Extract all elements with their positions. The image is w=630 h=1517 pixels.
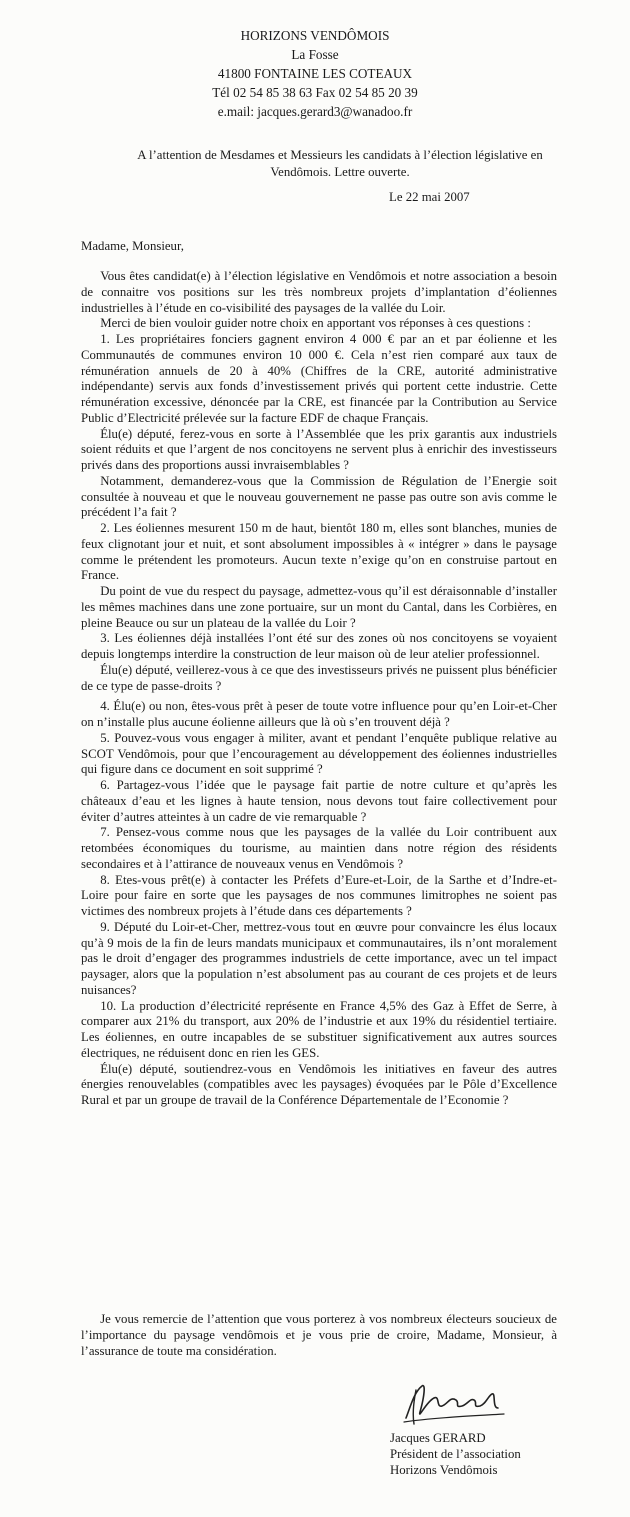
email: e.mail: jacques.gerard3@wanadoo.fr [217, 104, 413, 119]
paragraph: 3. Les éoliennes déjà installées l’ont été sur des zones où nos concitoyens se voyaient depuis longtemps interdire la construction de leur maison où de leur atelier professionnel. [81, 631, 557, 661]
paragraph: 1. Les propriétaires fonciers gagnent environ 4 000 € par an et par éolienne et les Communautés de communes environ 10 000 €. Cela n’est rien comparé aux taux de rémunération annuels de 20 à 40% (Chiffres de la CRE, autorité administrative indépendante) servis aux fonds d’investissement privés qui portent cette industrie. Cette rémunération excessive, dénoncée par la CRE, est financée par la Contribution au Service Public d’Electricité prélevée sur la facture EDF de chaque Français. [81, 332, 557, 425]
letterhead [0, 26, 630, 121]
paragraph: Notamment, demanderez-vous que la Commission de Régulation de l’Energie soit consultée à nouveau et que le nouveau gouvernement ne passe pas outre son avis comme le précédent l’a fait ? [81, 473, 557, 520]
paragraph: 7. Pensez-vous comme nous que les paysages de la vallée du Loir contribuent aux retombées économiques du tourisme, au maintien dans notre région des résidents secondaires et à l’attirance de nouveaux venus en Vendômois ? [81, 825, 557, 871]
paragraph: Élu(e) député, ferez-vous en sorte à l’Assemblée que les prix garantis aux industriels soient réduits et que l’argent de nos concitoyens ne servent plus à enrichir des investisseurs privés dans des proportions aussi invraisemblables ? [81, 426, 557, 472]
phone-fax: Tél 02 54 85 38 63 Fax 02 54 85 20 39 [212, 85, 418, 100]
signer-organization: Horizons Vendômois [390, 1463, 498, 1477]
paragraph: Merci de bien vouloir guider notre choix en apportant vos réponses à ces questions : [100, 316, 531, 331]
salutation: Madame, Monsieur, [81, 239, 184, 253]
paragraph: Du point de vue du respect du paysage, admettez-vous qu’il est déraisonnable d’installer les mêmes machines dans une zone portuaire, sur un mont du Cantal, dans les Corbières, en pleine Beauce ou sur un plateau de la vallée du Loir ? [81, 584, 557, 630]
signature-icon [400, 1378, 510, 1428]
paragraph: 10. La production d’électricité représente en France 4,5% des Gaz à Effet de Serre, à comparer aux 21% du transport, aux 20% de l’industrie et aux 19% du résidentiel tertiaire. Les éoliennes, en outre incapables de se substituer significativement aux autres sources électriques, ne réduisent donc en rien les GES. [81, 998, 557, 1060]
signer-block [390, 1430, 521, 1478]
letter-date: Le 22 mai 2007 [389, 190, 470, 204]
paragraph: 2. Les éoliennes mesurent 150 m de haut, bientôt 180 m, elles sont blanches, munies de feux clignotant jour et nuit, et sont absolument impossibles à « intégrer » dans le paysage comme le prétendent les promoteurs. Aucun texte n’exige qu’on en construise partout en France. [81, 521, 557, 583]
signer-name: Jacques GERARD [390, 1431, 486, 1445]
paragraph: Vous êtes candidat(e) à l’élection législative en Vendômois et notre association a besoin de connaitre vos positions sur les très nombreux projets d’implantation d’éoliennes industrielles à l’étude en co-visibilité des paysages de la vallée du Loir. [81, 269, 557, 315]
association-name: HORIZONS VENDÔMOIS [240, 28, 390, 43]
paragraph: Élu(e) député, soutiendrez-vous en Vendômois les initiatives en faveur des autres énergies renouvelables (compatibles avec les paysages) évoquées par le Pôle d’Excellence Rural et par un groupe de travail de la Conférence Départementale de l’Economie ? [81, 1061, 557, 1107]
paragraph: 6. Partagez-vous l’idée que le paysage fait partie de notre culture et qu’après les châteaux d’eau et les lignes à haute tension, nous devons tout faire collectivement pour éviter d’autres atteintes à un cadre de vie remarquable ? [81, 778, 557, 824]
paragraph: Élu(e) député, veillerez-vous à ce que des investisseurs privés ne puissent plus bénéficier de ce type de passe-droits ? [81, 662, 557, 693]
paragraph: 4. Élu(e) ou non, êtes-vous prêt à peser de toute votre influence pour qu’en Loir-et-Cher on n’installe plus aucune éolienne ailleurs que là où s’en trouvent déjà ? [81, 699, 557, 729]
attention-line: A l’attention de Mesdames et Messieurs les candidats à l’élection législative en Vendômois. Lettre ouverte. [137, 148, 543, 179]
paragraph: 8. Etes-vous prêt(e) à contacter les Préfets d’Eure-et-Loir, de la Sarthe et d’Indre-et-Loire pour faire en sorte que les paysages de nos communes limitrophes ne soient pas victimes des nombreux projets à l’étude dans ces départements ? [81, 872, 557, 918]
handwritten-signature [400, 1378, 510, 1428]
signer-title: Président de l’association [390, 1447, 521, 1461]
paragraph: 9. Député du Loir-et-Cher, mettrez-vous tout en œuvre pour convaincre les élus locaux qu’à 9 mois de la fin de leurs mandats municipaux et communautaires, ils n’ont moralement pas le droit d’engager des programmes industriels de cette importance, avec un tel impact paysager, alors que la population n’est absolument pas au courant de ces projets et de leurs nuisances? [81, 919, 557, 997]
letter-body [81, 269, 557, 1109]
paragraph: 5. Pouvez-vous vous engager à militer, avant et pendant l’enquête publique relative au SCOT Vendômois, pour que l’encouragement au développement des éoliennes industrielles qui figure dans ce document en soit supprimé ? [81, 730, 557, 777]
address-city: 41800 FONTAINE LES COTEAUX [217, 66, 413, 81]
closing-paragraph: Je vous remercie de l’attention que vous porterez à vos nombreux électeurs soucieux de l’importance du paysage vendômois et je vous prie de croire, Madame, Monsieur, à l’assurance de toute ma considération. [81, 1312, 557, 1358]
address-place: La Fosse [291, 47, 339, 62]
